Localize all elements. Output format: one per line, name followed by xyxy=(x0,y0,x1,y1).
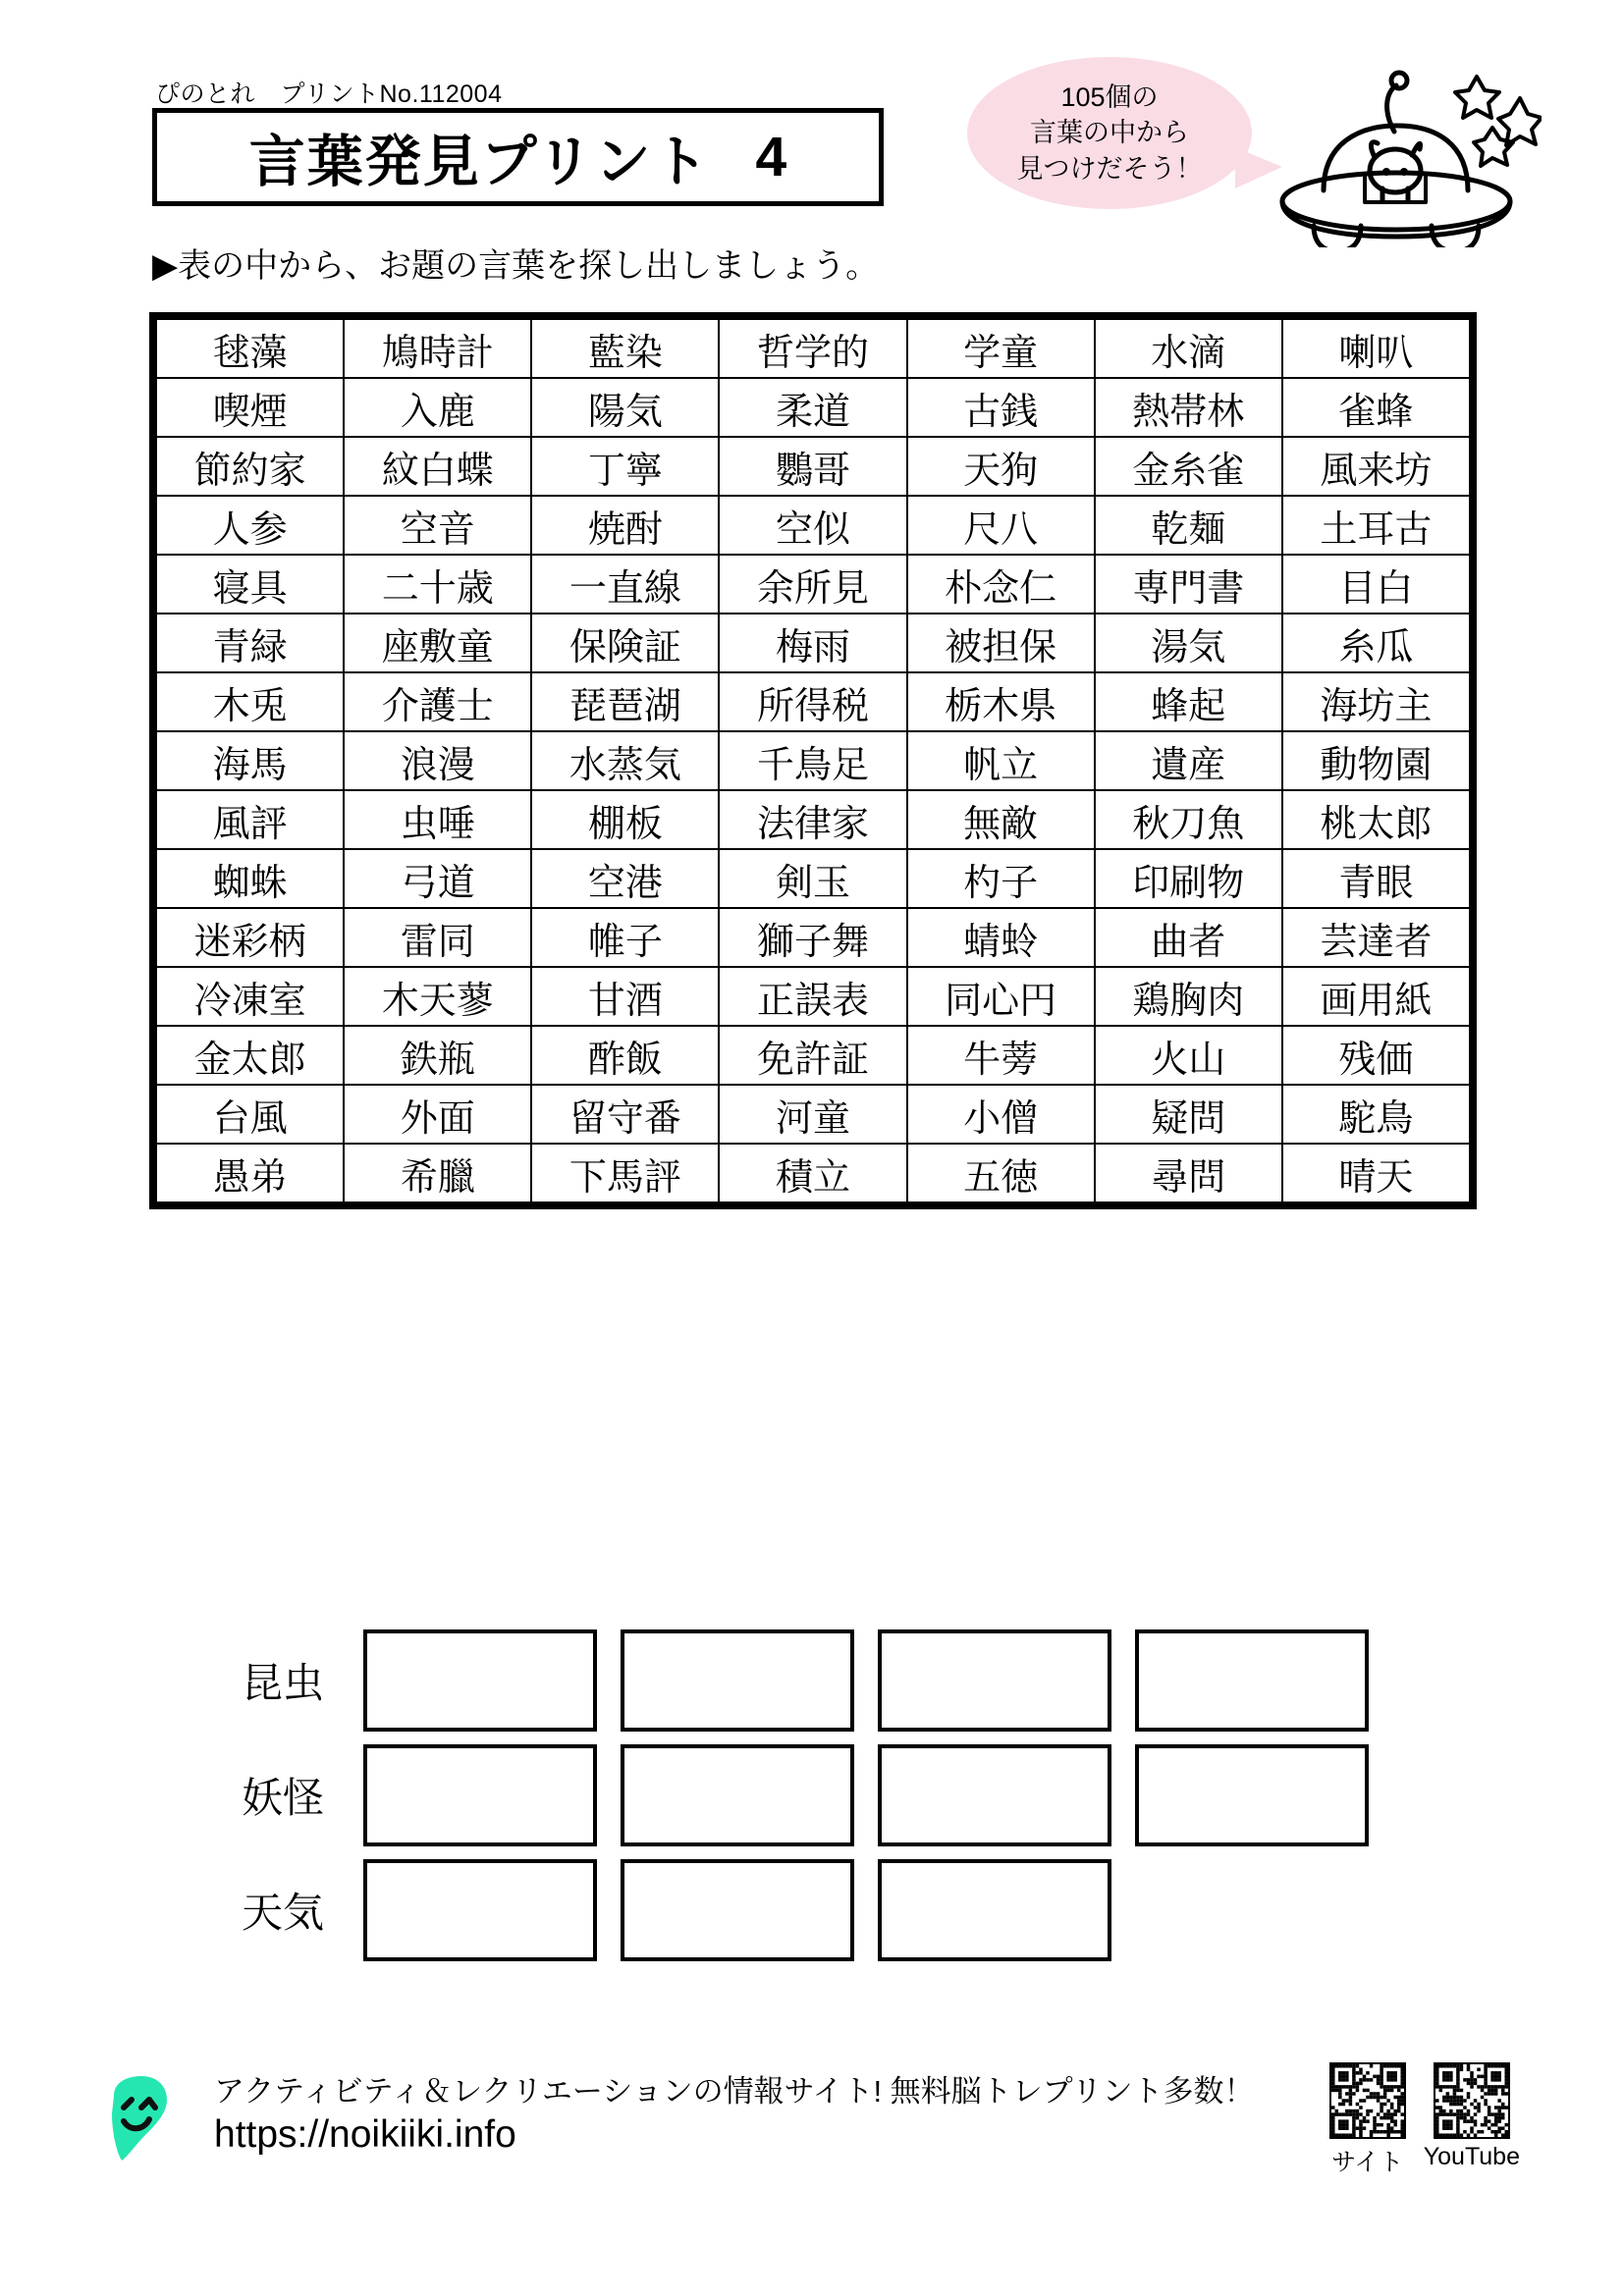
word-grid-cell[interactable]: 五徳 xyxy=(907,1144,1095,1202)
word-grid-cell[interactable]: 一直線 xyxy=(531,555,719,614)
answer-input-box[interactable] xyxy=(621,1859,854,1961)
page-title: 言葉発見プリント xyxy=(248,131,711,193)
word-grid-cell[interactable]: 雀蜂 xyxy=(1282,378,1470,437)
word-grid-cell[interactable]: 節約家 xyxy=(156,437,344,496)
answer-category-label: 昆虫 xyxy=(241,1660,324,1706)
word-grid-cell[interactable]: 正誤表 xyxy=(719,967,906,1026)
word-grid-cell[interactable]: 柔道 xyxy=(719,378,906,437)
answer-row xyxy=(196,1859,1473,1961)
star-icon-2 xyxy=(1498,98,1542,145)
instruction-text: ▶表の中から、お題の言葉を探し出しましょう。 xyxy=(152,247,880,285)
qr-code-item xyxy=(1424,2062,1520,2178)
word-grid-cell[interactable]: 遺産 xyxy=(1095,731,1282,790)
word-grid-cell[interactable]: 牛蒡 xyxy=(907,1026,1095,1085)
footer-url[interactable]: https://noikiiki.info xyxy=(214,2113,516,2156)
word-grid-cell[interactable]: 海馬 xyxy=(156,731,344,790)
word-grid-row xyxy=(156,1085,1470,1144)
word-grid-cell[interactable]: 雷同 xyxy=(344,908,531,967)
word-grid-cell[interactable]: 毬藻 xyxy=(156,319,344,378)
word-grid-cell[interactable]: 秋刀魚 xyxy=(1095,790,1282,849)
word-grid-cell[interactable]: 空似 xyxy=(719,496,906,555)
word-grid-row xyxy=(156,967,1470,1026)
speech-bubble-line-3: 見つけだそう！ xyxy=(1016,153,1203,184)
answer-input-box[interactable] xyxy=(363,1744,597,1846)
word-grid-cell[interactable]: 帆立 xyxy=(907,731,1095,790)
footer-text-block xyxy=(214,2066,1254,2157)
word-grid-row xyxy=(156,496,1470,555)
page-title-number: 4 xyxy=(755,126,787,188)
word-grid-row xyxy=(156,614,1470,672)
answer-input-box[interactable] xyxy=(1135,1629,1369,1732)
word-grid-cell[interactable]: 蜂起 xyxy=(1095,672,1282,731)
word-grid-cell[interactable]: 水蒸気 xyxy=(531,731,719,790)
answer-input-box[interactable] xyxy=(878,1629,1111,1732)
word-grid-row xyxy=(156,790,1470,849)
word-grid-cell[interactable]: 土耳古 xyxy=(1282,496,1470,555)
word-grid-cell[interactable]: 鶏胸肉 xyxy=(1095,967,1282,1026)
word-grid-cell[interactable]: 青眼 xyxy=(1282,849,1470,908)
word-grid-cell[interactable]: 被担保 xyxy=(907,614,1095,672)
page-title-box xyxy=(152,108,884,206)
answer-input-box[interactable] xyxy=(363,1629,597,1732)
site-logo-icon xyxy=(106,2074,173,2163)
answer-category-label: 妖怪 xyxy=(241,1775,324,1821)
word-grid-cell[interactable]: 空港 xyxy=(531,849,719,908)
print-number: ぴのとれ プリントNo.112004 xyxy=(155,80,503,108)
word-grid-cell[interactable]: 丁寧 xyxy=(531,437,719,496)
word-grid-cell[interactable]: 愚弟 xyxy=(156,1144,344,1202)
word-grid-row xyxy=(156,319,1470,378)
word-grid-cell[interactable]: 金糸雀 xyxy=(1095,437,1282,496)
word-grid-cell[interactable]: 天狗 xyxy=(907,437,1095,496)
word-grid-cell[interactable]: 浪漫 xyxy=(344,731,531,790)
word-grid-cell[interactable]: 喫煙 xyxy=(156,378,344,437)
word-grid-container xyxy=(149,312,1477,1209)
word-grid-cell[interactable]: 尋問 xyxy=(1095,1144,1282,1202)
word-grid-cell[interactable]: 栃木県 xyxy=(907,672,1095,731)
answer-input-box[interactable] xyxy=(1135,1744,1369,1846)
word-grid-cell[interactable]: 杓子 xyxy=(907,849,1095,908)
word-grid-cell[interactable]: 朴念仁 xyxy=(907,555,1095,614)
word-grid-cell[interactable]: 外面 xyxy=(344,1085,531,1144)
answer-section xyxy=(196,1629,1473,1974)
word-grid-cell[interactable]: 積立 xyxy=(719,1144,906,1202)
word-grid-cell[interactable]: 木兎 xyxy=(156,672,344,731)
alien-eye-right xyxy=(1400,168,1408,176)
answer-row xyxy=(196,1629,1473,1732)
word-grid-cell[interactable]: 鸚哥 xyxy=(719,437,906,496)
word-grid-cell[interactable]: 冷凍室 xyxy=(156,967,344,1026)
word-grid-cell[interactable]: 陽気 xyxy=(531,378,719,437)
word-grid-cell[interactable]: 無敵 xyxy=(907,790,1095,849)
answer-input-box[interactable] xyxy=(621,1744,854,1846)
word-grid-cell[interactable]: 曲者 xyxy=(1095,908,1282,967)
word-grid-cell[interactable]: 桃太郎 xyxy=(1282,790,1470,849)
word-grid-cell[interactable]: 海坊主 xyxy=(1282,672,1470,731)
word-grid-cell[interactable]: 帷子 xyxy=(531,908,719,967)
word-grid-cell[interactable]: 同心円 xyxy=(907,967,1095,1026)
word-grid-cell[interactable]: 湯気 xyxy=(1095,614,1282,672)
qr-code-item xyxy=(1329,2062,1406,2178)
word-grid-cell[interactable]: 入鹿 xyxy=(344,378,531,437)
word-grid-cell[interactable]: 剣玉 xyxy=(719,849,906,908)
word-grid-row xyxy=(156,437,1470,496)
word-grid-body xyxy=(156,319,1470,1202)
qr-code-icon[interactable] xyxy=(1329,2062,1406,2139)
word-grid-cell[interactable]: 火山 xyxy=(1095,1026,1282,1085)
qr-code-label: YouTube xyxy=(1423,2143,1520,2170)
word-grid-cell[interactable]: 焼酎 xyxy=(531,496,719,555)
word-grid-cell[interactable]: 法律家 xyxy=(719,790,906,849)
ufo-dome xyxy=(1324,126,1468,190)
word-grid-cell[interactable]: 保険証 xyxy=(531,614,719,672)
word-grid-cell[interactable]: 鳩時計 xyxy=(344,319,531,378)
word-grid-row xyxy=(156,1144,1470,1202)
word-grid-row xyxy=(156,378,1470,437)
word-grid-cell[interactable]: 哲学的 xyxy=(719,319,906,378)
answer-input-box[interactable] xyxy=(621,1629,854,1732)
word-grid-cell[interactable]: 鉄瓶 xyxy=(344,1026,531,1085)
word-grid-cell[interactable]: 乾麺 xyxy=(1095,496,1282,555)
word-grid-cell[interactable]: 寝具 xyxy=(156,555,344,614)
word-grid-cell[interactable]: 印刷物 xyxy=(1095,849,1282,908)
word-grid-cell[interactable]: 青緑 xyxy=(156,614,344,672)
word-grid-cell[interactable]: 蜻蛉 xyxy=(907,908,1095,967)
word-grid-cell[interactable]: 琵琶湖 xyxy=(531,672,719,731)
word-grid-row xyxy=(156,1026,1470,1085)
word-grid-cell[interactable]: 小僧 xyxy=(907,1085,1095,1144)
word-grid-cell[interactable]: 専門書 xyxy=(1095,555,1282,614)
answer-input-box[interactable] xyxy=(363,1859,597,1961)
answer-category-label: 天気 xyxy=(241,1890,324,1936)
word-grid-cell[interactable]: 余所見 xyxy=(719,555,906,614)
word-grid-cell[interactable]: 風評 xyxy=(156,790,344,849)
word-grid-cell[interactable]: 酢飯 xyxy=(531,1026,719,1085)
word-grid-cell[interactable]: 迷彩柄 xyxy=(156,908,344,967)
word-grid-table xyxy=(155,318,1471,1203)
answer-input-box[interactable] xyxy=(878,1859,1111,1961)
word-grid-cell[interactable]: 喇叭 xyxy=(1282,319,1470,378)
word-grid-cell[interactable]: 残価 xyxy=(1282,1026,1470,1085)
word-grid-cell[interactable]: 水滴 xyxy=(1095,319,1282,378)
word-grid-cell[interactable]: 空音 xyxy=(344,496,531,555)
answer-row xyxy=(196,1744,1473,1846)
word-grid-cell[interactable]: 学童 xyxy=(907,319,1095,378)
word-grid-cell[interactable]: 疑問 xyxy=(1095,1085,1282,1144)
word-grid-cell[interactable]: 晴天 xyxy=(1282,1144,1470,1202)
word-grid-cell[interactable]: 古銭 xyxy=(907,378,1095,437)
word-grid-cell[interactable]: 免許証 xyxy=(719,1026,906,1085)
ufo-antenna-ball xyxy=(1391,73,1407,88)
answer-input-box[interactable] xyxy=(878,1744,1111,1846)
word-grid-cell[interactable]: 弓道 xyxy=(344,849,531,908)
alien-ear-right xyxy=(1412,143,1421,155)
word-grid-cell[interactable]: 千鳥足 xyxy=(719,731,906,790)
word-grid-cell[interactable]: 希臘 xyxy=(344,1144,531,1202)
word-grid-cell[interactable]: 介護士 xyxy=(344,672,531,731)
footer-tagline: アクティビティ＆レクリエーションの情報サイト! 無料脳トレプリント多数！ xyxy=(214,2074,1255,2109)
alien-eye-left xyxy=(1382,168,1390,176)
qr-code-group xyxy=(1329,2062,1520,2178)
word-grid-cell[interactable]: 熱帯林 xyxy=(1095,378,1282,437)
footer xyxy=(106,2066,1520,2214)
word-grid-cell[interactable]: 甘酒 xyxy=(531,967,719,1026)
qr-code-label: サイト xyxy=(1331,2149,1404,2176)
word-grid-cell[interactable]: 所得税 xyxy=(719,672,906,731)
word-grid-cell[interactable]: 獅子舞 xyxy=(719,908,906,967)
word-grid-cell[interactable]: 留守番 xyxy=(531,1085,719,1144)
word-grid-cell[interactable]: 芸達者 xyxy=(1282,908,1470,967)
word-grid-cell[interactable]: 動物園 xyxy=(1282,731,1470,790)
word-grid-cell[interactable]: 紋白蝶 xyxy=(344,437,531,496)
word-grid-cell[interactable]: 風来坊 xyxy=(1282,437,1470,496)
word-grid-cell[interactable]: 人参 xyxy=(156,496,344,555)
word-grid-row xyxy=(156,555,1470,614)
word-grid-cell[interactable]: 画用紙 xyxy=(1282,967,1470,1026)
word-grid-cell[interactable]: 木天蓼 xyxy=(344,967,531,1026)
speech-bubble xyxy=(967,57,1252,209)
word-grid-cell[interactable]: 虫唾 xyxy=(344,790,531,849)
word-grid-row xyxy=(156,849,1470,908)
word-grid-cell[interactable]: 二十歳 xyxy=(344,555,531,614)
word-grid-cell[interactable]: 駝鳥 xyxy=(1282,1085,1470,1144)
ufo-mascot-illustration xyxy=(1257,41,1542,247)
word-grid-cell[interactable]: 尺八 xyxy=(907,496,1095,555)
word-grid-cell[interactable]: 座敷童 xyxy=(344,614,531,672)
word-grid-row xyxy=(156,731,1470,790)
word-grid-cell[interactable]: 河童 xyxy=(719,1085,906,1144)
word-grid-cell[interactable]: 金太郎 xyxy=(156,1026,344,1085)
word-grid-cell[interactable]: 糸瓜 xyxy=(1282,614,1470,672)
word-grid-cell[interactable]: 藍染 xyxy=(531,319,719,378)
word-grid-cell[interactable]: 目白 xyxy=(1282,555,1470,614)
speech-bubble-line-2: 言葉の中から xyxy=(1030,118,1189,148)
star-icon-1 xyxy=(1455,77,1499,118)
qr-code-icon[interactable] xyxy=(1434,2062,1510,2139)
speech-bubble-line-1: 105個の xyxy=(1060,82,1159,113)
word-grid-row xyxy=(156,672,1470,731)
word-grid-cell[interactable]: 下馬評 xyxy=(531,1144,719,1202)
word-grid-cell[interactable]: 台風 xyxy=(156,1085,344,1144)
word-grid-cell[interactable]: 蜘蛛 xyxy=(156,849,344,908)
word-grid-cell[interactable]: 棚板 xyxy=(531,790,719,849)
word-grid-cell[interactable]: 梅雨 xyxy=(719,614,906,672)
word-grid-row xyxy=(156,908,1470,967)
